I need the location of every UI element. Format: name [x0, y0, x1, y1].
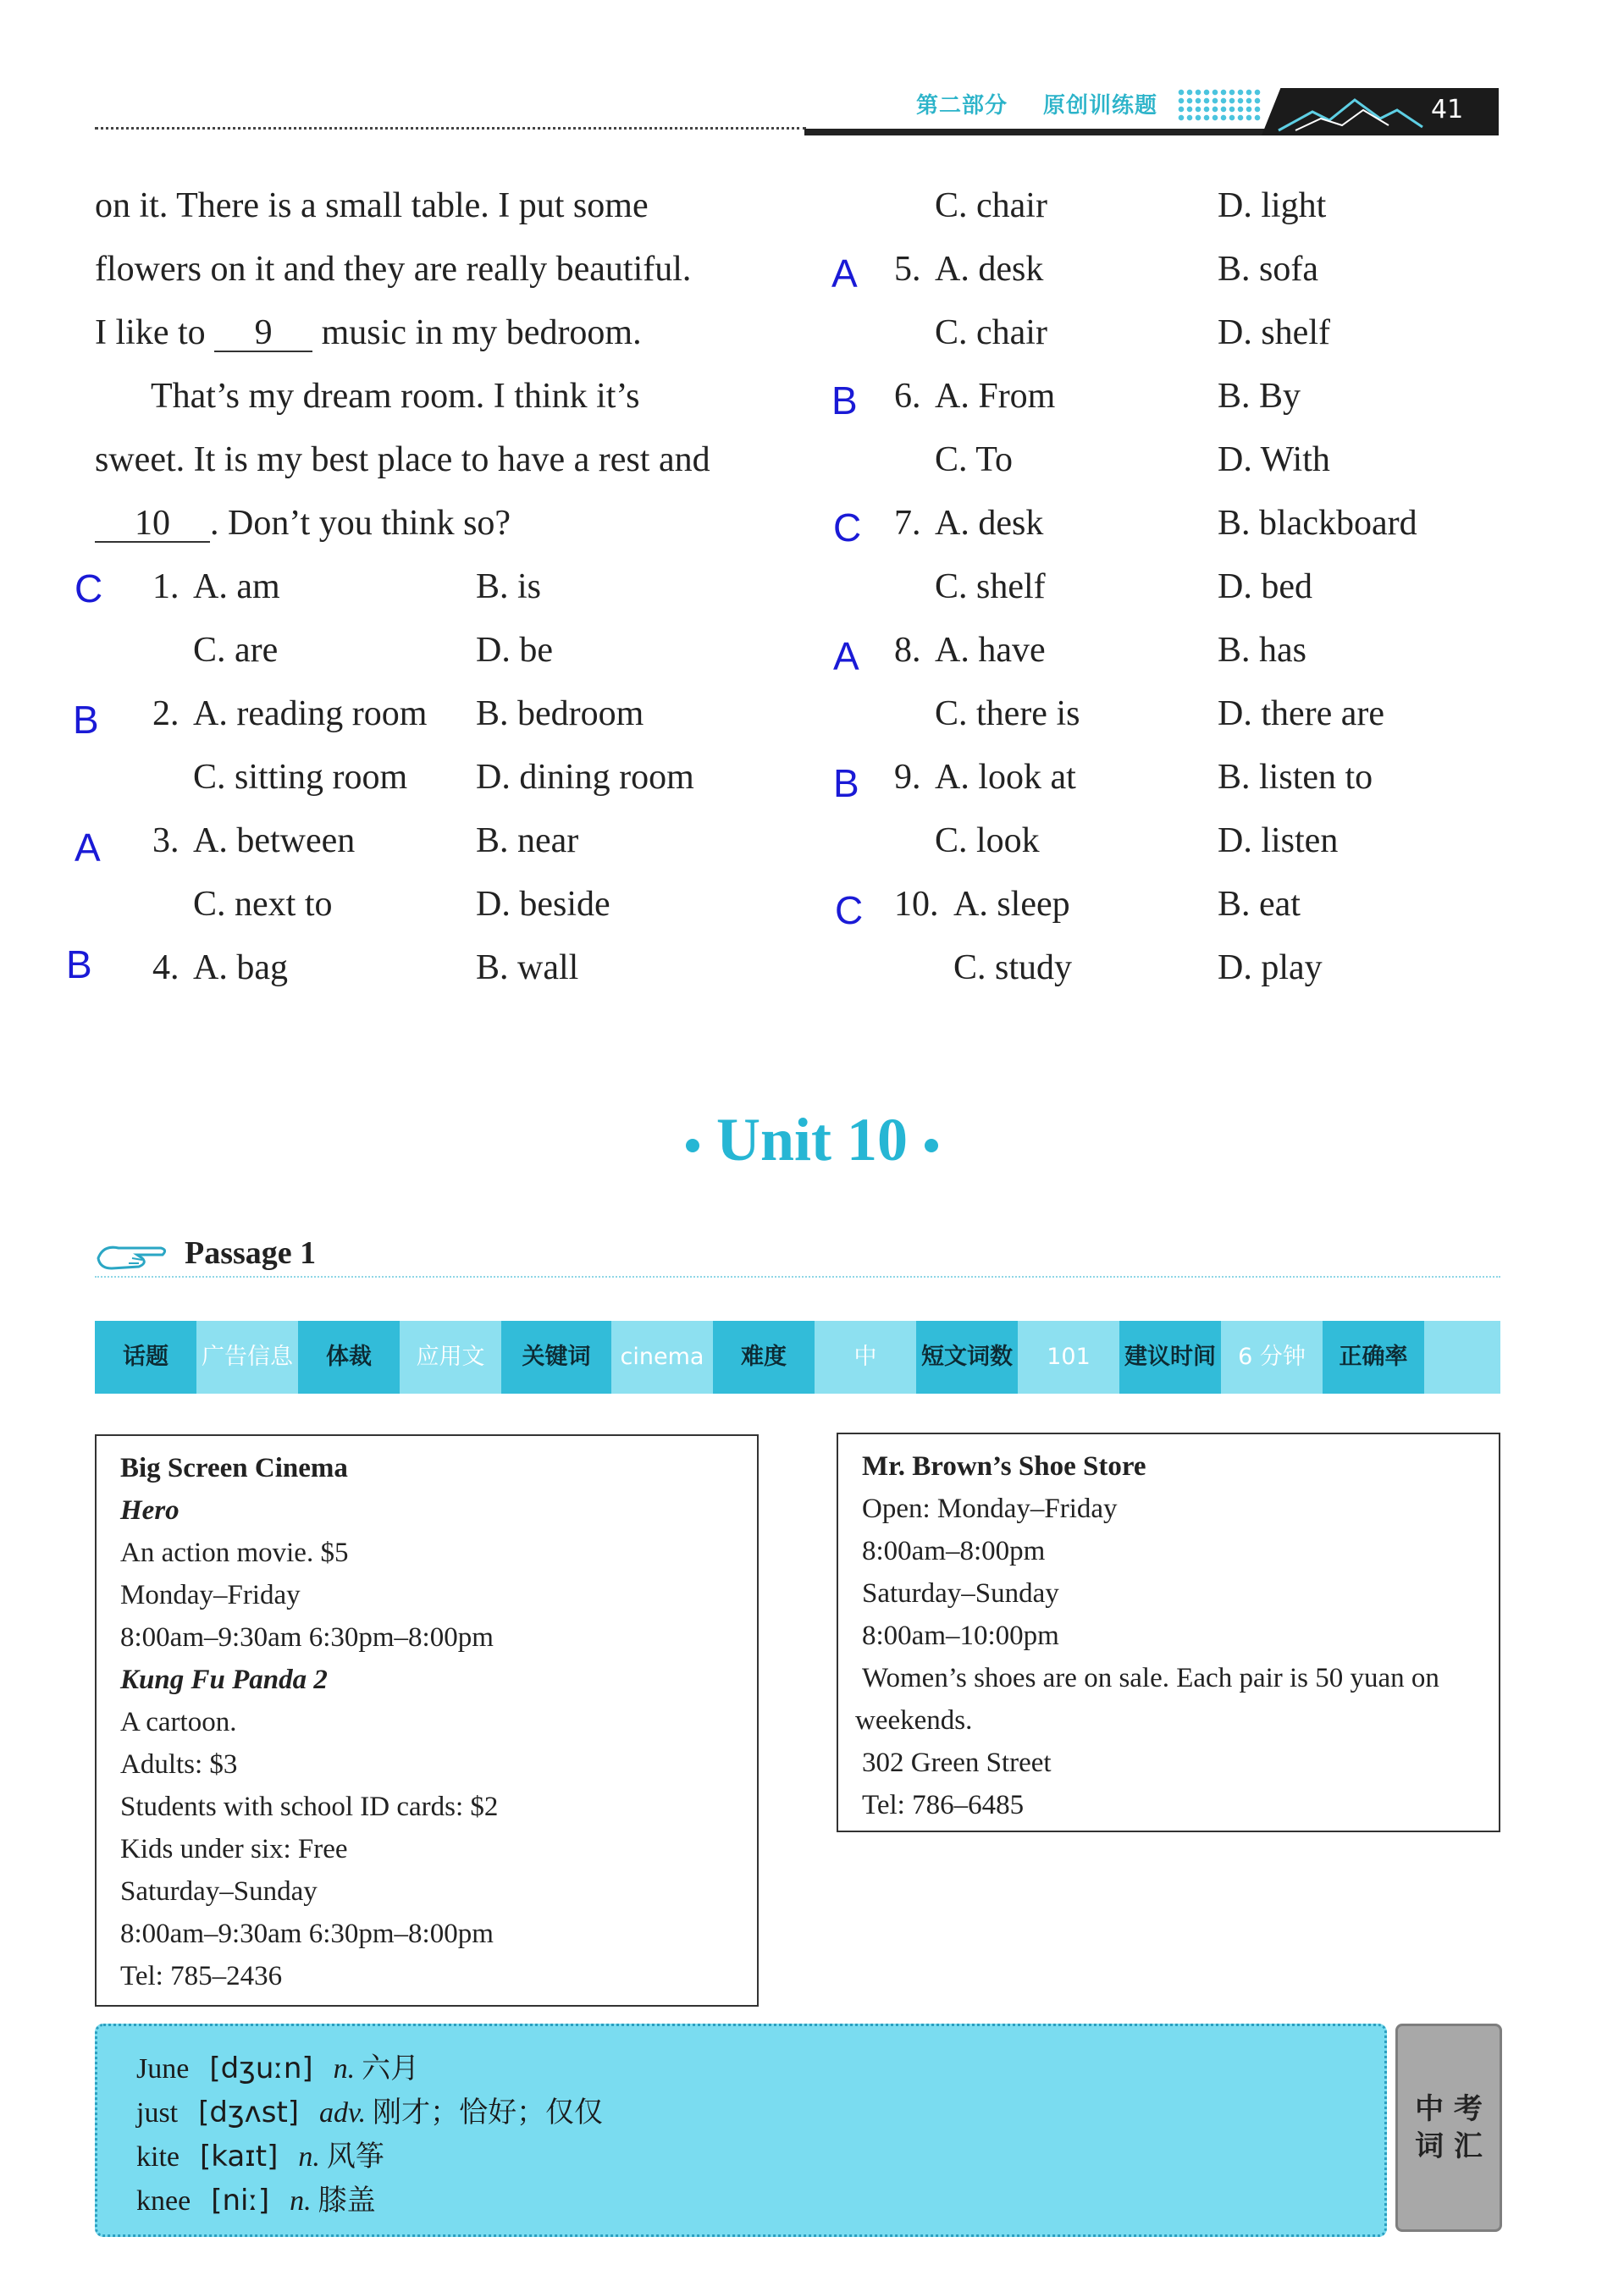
vocab-pos: n.	[290, 2185, 312, 2217]
header-dot-pattern	[1177, 88, 1262, 122]
answer-q4: B	[66, 942, 92, 986]
q3-option-d: D. beside	[476, 885, 610, 924]
q8-option-c: C. there is	[935, 694, 1080, 733]
passage-title: Passage 1	[185, 1235, 317, 1271]
store-open-days: Open: Monday–Friday	[862, 1494, 1118, 1524]
q10-option-d: D. play	[1218, 948, 1323, 987]
wordcount-value: 101	[1018, 1321, 1119, 1394]
answer-q2: B	[73, 698, 99, 742]
keyword-label: 关键词	[501, 1321, 611, 1394]
answer-q8: A	[833, 634, 859, 678]
vocab-item	[136, 2177, 376, 2218]
movie-2-times: 8:00am–9:30am 6:30pm–8:00pm	[120, 1919, 494, 1949]
vocab-ipa: [dʒuːn]	[209, 2052, 313, 2085]
topic-value: 广告信息	[196, 1321, 298, 1394]
unit-title	[0, 1105, 1624, 1175]
q2-option-b: B. bedroom	[476, 694, 644, 733]
shoe-store-notice	[837, 1433, 1500, 1832]
q10-option-c: C. study	[953, 948, 1073, 987]
answer-q5: A	[831, 251, 858, 295]
store-weekend-days: Saturday–Sunday	[862, 1578, 1059, 1609]
movie-1-desc: An action movie. $5	[120, 1538, 349, 1568]
vocab-word: just	[136, 2097, 179, 2129]
vocabulary-box	[95, 2024, 1387, 2237]
accuracy-value	[1424, 1321, 1500, 1394]
topic-label: 话题	[95, 1321, 196, 1394]
store-sale-line-2: weekends.	[855, 1705, 973, 1736]
q9-option-a: A. look at	[935, 758, 1076, 797]
vocab-item	[136, 2089, 603, 2130]
q6-option-b: B. By	[1218, 377, 1301, 416]
time-label: 建议时间	[1119, 1321, 1221, 1394]
vocab-word: kite	[136, 2141, 180, 2173]
bullet-icon	[925, 1139, 938, 1152]
q7-option-b: B. blackboard	[1218, 504, 1417, 543]
q1-option-c: C. are	[193, 631, 279, 670]
exam-vocab-tag-line-2: 词 汇	[1415, 2129, 1483, 2163]
passage-line-3-post: music in my bedroom.	[321, 313, 642, 352]
q4-option-c: C. chair	[935, 186, 1047, 225]
q5-option-c: C. chair	[935, 313, 1047, 352]
q2-option-c: C. sitting room	[193, 758, 408, 797]
header-section: 原创训练题	[1043, 93, 1158, 119]
store-tel: Tel: 786–6485	[862, 1790, 1025, 1820]
q3-option-b: B. near	[476, 821, 579, 860]
unit-title-text: Unit 10	[715, 1106, 909, 1174]
q1-option-b: B. is	[476, 567, 542, 606]
pointing-hand-icon	[95, 1233, 171, 1275]
passage-line-5: sweet. It is my best place to have a rest and	[95, 440, 710, 479]
cinema-name: Big Screen Cinema	[120, 1453, 348, 1483]
exam-vocab-tag-line-1: 中 考	[1415, 2091, 1483, 2126]
q10-option-a: A. sleep	[953, 885, 1070, 924]
passage-info-bar	[95, 1321, 1500, 1394]
passage-line-3	[95, 315, 642, 352]
vocab-meaning: 刚才；恰好；仅仅	[373, 2096, 604, 2129]
q9-option-c: C. look	[935, 821, 1040, 860]
keyword-value: cinema	[611, 1321, 713, 1394]
difficulty-value: 中	[815, 1321, 916, 1394]
store-weekday-hours: 8:00am–8:00pm	[862, 1536, 1046, 1566]
q7-option-d: D. bed	[1218, 567, 1312, 606]
genre-label: 体裁	[298, 1321, 400, 1394]
passage-line-2: flowers on it and they are really beautiful.	[95, 250, 692, 289]
movie-2-students: Students with school ID cards: $2	[120, 1792, 499, 1822]
genre-value: 应用文	[400, 1321, 501, 1394]
page-number: 41	[1431, 95, 1464, 124]
bullet-icon	[686, 1139, 699, 1152]
answer-q3: A	[75, 826, 101, 870]
q10-option-b: B. eat	[1218, 885, 1301, 924]
q9-option-d: D. listen	[1218, 821, 1339, 860]
q4-option-d: D. light	[1218, 186, 1327, 225]
q3-number: 3.	[152, 821, 180, 860]
q8-option-a: A. have	[935, 631, 1046, 670]
passage-line-1: on it. There is a small table. I put some	[95, 186, 649, 225]
vocab-pos: adv.	[319, 2097, 367, 2129]
cinema-notice	[95, 1434, 759, 2007]
store-weekend-hours: 8:00am–10:00pm	[862, 1621, 1059, 1651]
answer-q1: C	[75, 566, 103, 610]
store-sale-line-1: Women’s shoes are on sale. Each pair is 50 yuan on	[862, 1663, 1439, 1693]
q5-option-d: D. shelf	[1218, 313, 1330, 352]
answer-q10: C	[835, 888, 864, 932]
q6-option-d: D. With	[1218, 440, 1330, 479]
vocab-item	[136, 2045, 419, 2086]
vocab-ipa: [niː]	[211, 2184, 270, 2217]
cinema-tel: Tel: 785–2436	[120, 1961, 283, 1991]
vocab-meaning: 膝盖	[318, 2184, 376, 2217]
passage-line-6-post: . Don’t you think so?	[210, 504, 511, 543]
header-dotted-rule	[95, 127, 806, 130]
q8-option-b: B. has	[1218, 631, 1306, 670]
store-address: 302 Green Street	[862, 1748, 1052, 1778]
vocab-meaning: 风筝	[326, 2140, 384, 2173]
q4-option-b: B. wall	[476, 948, 579, 987]
vocab-pos: n.	[333, 2053, 356, 2085]
passage-line-3-pre: I like to	[95, 313, 206, 352]
q3-option-a: A. between	[193, 821, 356, 860]
movie-2-desc: A cartoon.	[120, 1707, 237, 1737]
passage-line-4: That’s my dream room. I think it’s	[151, 377, 640, 416]
blank-9: 9	[214, 315, 312, 352]
q6-number: 6.	[894, 377, 921, 416]
q2-option-d: D. dining room	[476, 758, 694, 797]
q3-option-c: C. next to	[193, 885, 333, 924]
vocab-item	[136, 2133, 384, 2174]
q1-number: 1.	[152, 567, 180, 606]
store-name: Mr. Brown’s Shoe Store	[862, 1451, 1146, 1482]
q10-number: 10.	[894, 885, 939, 924]
vocab-pos: n.	[298, 2141, 320, 2173]
movie-1-times: 8:00am–9:30am 6:30pm–8:00pm	[120, 1622, 494, 1653]
movie-2-days: Saturday–Sunday	[120, 1876, 318, 1907]
q8-option-d: D. there are	[1218, 694, 1385, 733]
q9-option-b: B. listen to	[1218, 758, 1373, 797]
q4-number: 4.	[152, 948, 180, 987]
q1-option-a: A. am	[193, 567, 280, 606]
vocab-word: knee	[136, 2185, 191, 2217]
movie-2-adults: Adults: $3	[120, 1749, 238, 1780]
wordcount-label: 短文词数	[916, 1321, 1018, 1394]
q5-option-b: B. sofa	[1218, 250, 1318, 289]
q2-option-a: A. reading room	[193, 694, 428, 733]
q7-number: 7.	[894, 504, 921, 543]
time-value: 6 分钟	[1221, 1321, 1323, 1394]
q8-number: 8.	[894, 631, 921, 670]
answer-q7: C	[833, 505, 862, 550]
q5-number: 5.	[894, 250, 921, 289]
q7-option-c: C. shelf	[935, 567, 1046, 606]
passage-line-6	[95, 505, 511, 543]
q9-number: 9.	[894, 758, 921, 797]
header-part: 第二部分	[916, 93, 1008, 119]
movie-2-kids: Kids under six: Free	[120, 1834, 348, 1864]
q4-option-a: A. bag	[193, 948, 288, 987]
q6-option-a: A. From	[935, 377, 1056, 416]
passage-divider	[95, 1276, 1500, 1278]
blank-10: 10	[95, 505, 210, 543]
q5-option-a: A. desk	[935, 250, 1044, 289]
accuracy-label: 正确率	[1323, 1321, 1424, 1394]
movie-1-days: Monday–Friday	[120, 1580, 301, 1610]
vocab-word: June	[136, 2053, 190, 2085]
vocab-ipa: [kaɪt]	[199, 2140, 279, 2173]
q1-option-d: D. be	[476, 631, 553, 670]
answer-q6: B	[831, 378, 858, 423]
q6-option-c: C. To	[935, 440, 1013, 479]
vocab-meaning: 六月	[362, 2052, 420, 2085]
movie-2-title: Kung Fu Panda 2	[120, 1665, 328, 1695]
answer-q9: B	[833, 761, 859, 805]
vocab-ipa: [dʒʌst]	[198, 2096, 300, 2129]
difficulty-label: 难度	[713, 1321, 815, 1394]
q7-option-a: A. desk	[935, 504, 1044, 543]
exam-vocab-tag	[1395, 2024, 1502, 2232]
q2-number: 2.	[152, 694, 180, 733]
movie-1-title: Hero	[120, 1495, 180, 1526]
